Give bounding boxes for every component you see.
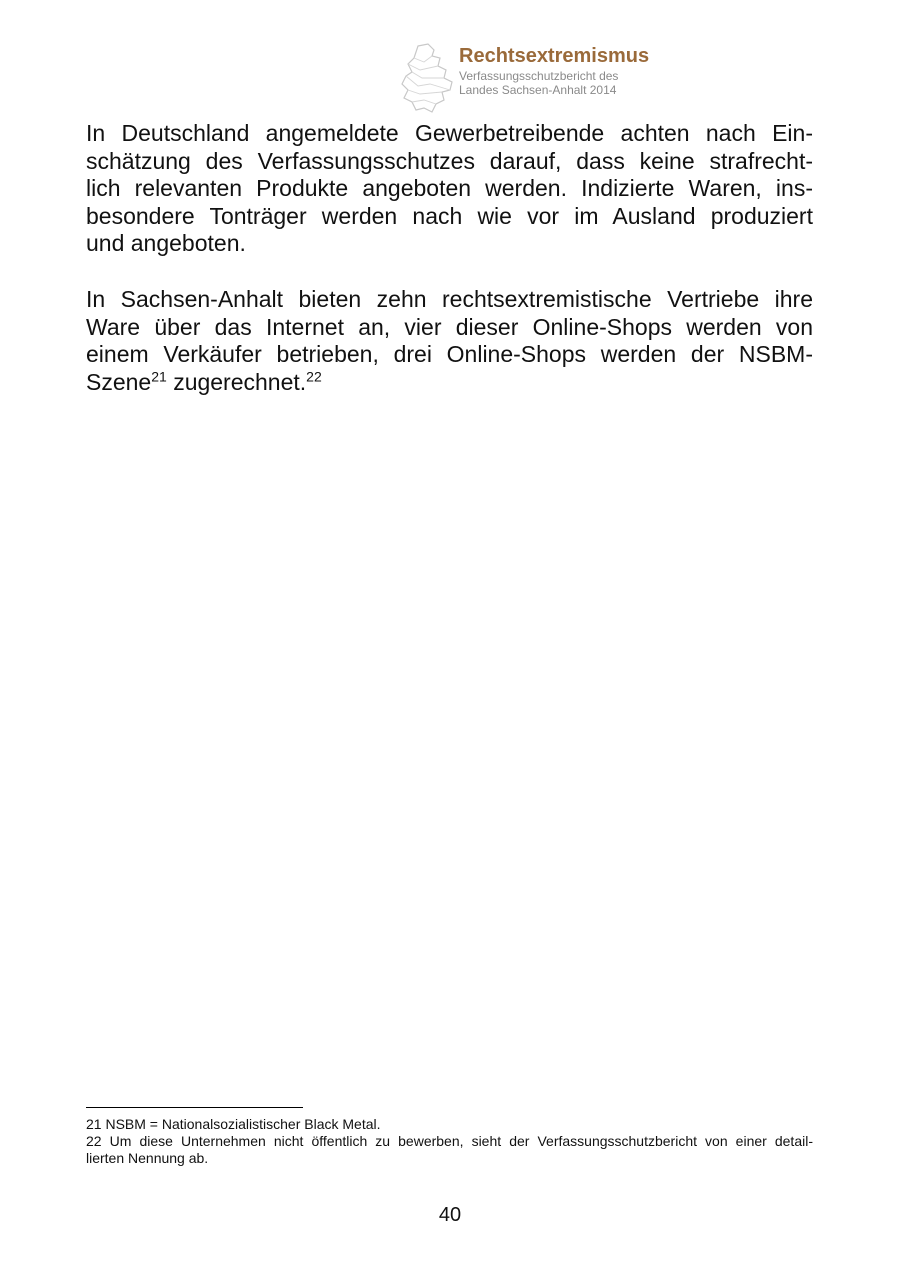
text-line: In Deutschland angemeldete Gewerbetreibende achten nach Ein-: [86, 120, 813, 146]
page-header: [398, 42, 718, 114]
text-line: schätzung des Verfassungsschutzes darauf, dass keine strafrecht-: [86, 147, 813, 174]
text-line: [86, 369, 813, 397]
text-line: lich relevanten Produkte angeboten werden. Indizierte Waren, ins-: [86, 175, 813, 201]
footnote-22: 22 Um diese Unternehmen nicht öffentlich zu bewerben, sieht der Verfassungsschutzbericht von einer detail-: [86, 1133, 813, 1149]
footnotes: [86, 1116, 813, 1167]
text-line: und angeboten.: [86, 230, 246, 256]
paragraph-2: [86, 286, 813, 396]
header-subtitle-line1: Verfassungsschutzbericht des: [459, 69, 619, 83]
footnote-ref-21[interactable]: 21: [151, 367, 167, 384]
text-fragment: Szene: [86, 368, 152, 395]
footnote-22-continued: lierten Nennung ab.: [86, 1150, 209, 1166]
header-subtitle-line2: Landes Sachsen-Anhalt 2014: [459, 83, 617, 97]
text-line: einem Verkäufer betrieben, drei Online-Shops werden der NSBM-: [86, 341, 813, 367]
footnote-21: 21 NSBM = Nationalsozialistischer Black Metal.: [86, 1116, 381, 1132]
text-fragment: zugerechnet.: [173, 368, 307, 395]
text-line: besondere Tonträger werden nach wie vor im Ausland produziert: [86, 202, 813, 229]
sachsen-anhalt-map-icon: [398, 42, 460, 114]
footnote-ref-22[interactable]: 22: [306, 367, 322, 384]
text-line: In Sachsen-Anhalt bieten zehn rechtsextremistische Vertriebe ihre: [86, 286, 813, 312]
page-number: 40: [438, 1204, 462, 1226]
paragraph-1: [86, 120, 813, 258]
footnote-separator: [86, 1107, 303, 1108]
text-line: Ware über das Internet an, vier dieser Online-Shops werden von: [86, 313, 813, 340]
header-title: Rechtsextremismus: [459, 45, 650, 67]
